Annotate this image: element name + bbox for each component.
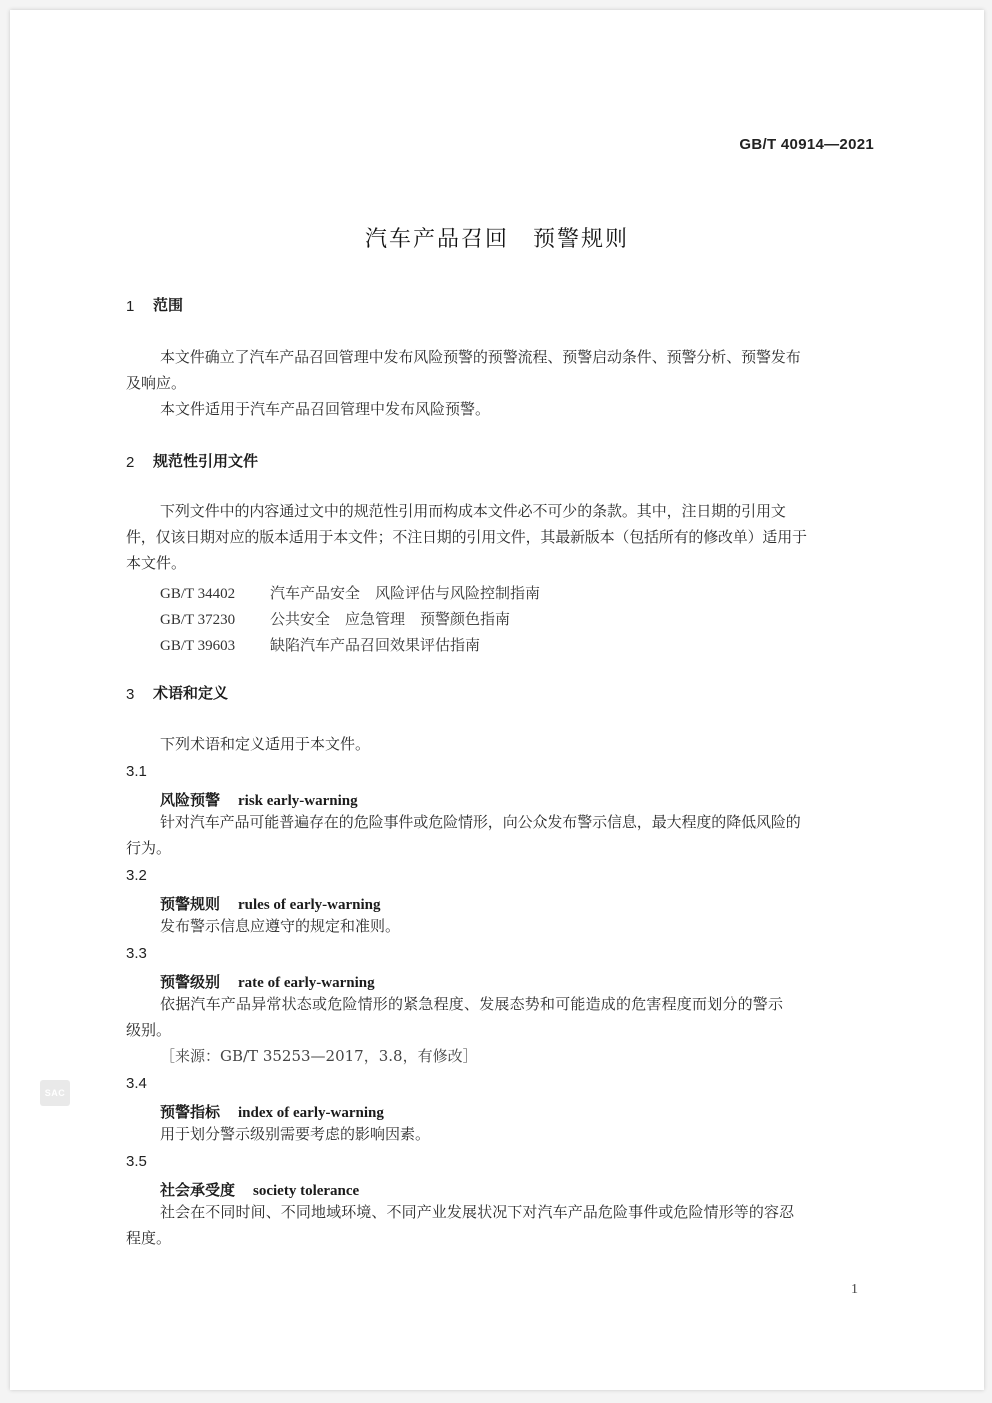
term-number: 3.2: [126, 867, 147, 884]
reference-title: 缺陷汽车产品召回效果评估指南: [270, 636, 481, 654]
reference-code: GB/T 34402: [160, 586, 236, 602]
section-1-paragraph-1-line-1: 本文件确立了汽车产品召回管理中发布风险预警的预警流程、预警启动条件、预警分析、预警发布: [160, 348, 801, 366]
term-definition-line-2: 行为。: [126, 839, 172, 857]
term-definition-line-2: 级别。: [126, 1021, 172, 1039]
reference-title: 汽车产品安全 风险评估与风险控制指南: [270, 584, 541, 602]
reference-item: [160, 634, 480, 655]
term-definition-line-1: 依据汽车产品异常状态或危险情形的紧急程度、发展态势和可能造成的危害程度而划分的警示: [160, 995, 784, 1013]
term-source-note: ［来源：GB/T 35253—2017，3.8，有修改］: [160, 1047, 478, 1065]
section-3-intro: 下列术语和定义适用于本文件。: [160, 735, 371, 753]
term-heading: [160, 1101, 384, 1122]
reference-code: GB/T 39603: [160, 638, 236, 654]
term-number: 3.3: [126, 945, 147, 962]
term-number: 3.1: [126, 763, 147, 780]
term-heading: [160, 893, 381, 914]
term-heading: [160, 971, 375, 992]
term-definition-line-1: 社会在不同时间、不同地域环境、不同产业发展状况下对汽车产品危险事件或危险情形等的容忍: [160, 1203, 795, 1221]
term-definition-line-2: 程度。: [126, 1229, 172, 1247]
sac-logo-watermark: SAC: [40, 1080, 70, 1106]
term-english: risk early-warning: [238, 793, 358, 809]
document-page: [10, 10, 984, 1390]
term-definition-line-1: 用于划分警示级别需要考虑的影响因素。: [160, 1125, 431, 1143]
section-1-paragraph-2: 本文件适用于汽车产品召回管理中发布风险预警。: [160, 400, 491, 418]
term-english: rate of early-warning: [238, 975, 375, 991]
term-chinese: 风险预警: [160, 791, 221, 809]
section-2-title: 规范性引用文件: [153, 452, 259, 470]
reference-item: [160, 582, 540, 603]
reference-code: GB/T 37230: [160, 612, 236, 628]
term-number: 3.5: [126, 1153, 147, 1170]
term-chinese: 预警指标: [160, 1103, 221, 1121]
document-title: 汽车产品召回 预警规则: [364, 227, 629, 252]
reference-title: 公共安全 应急管理 预警颜色指南: [270, 610, 511, 628]
term-chinese: 预警级别: [160, 973, 221, 991]
term-heading: [160, 789, 358, 810]
term-number: 3.4: [126, 1075, 147, 1092]
section-1-title: 范围: [153, 296, 184, 314]
section-1-paragraph-1-line-2: 及响应。: [126, 374, 187, 392]
section-1-number: 1: [126, 298, 135, 315]
page-number: 1: [851, 1282, 858, 1297]
section-3-number: 3: [126, 686, 135, 703]
reference-item: [160, 608, 510, 629]
section-2-number: 2: [126, 454, 135, 471]
term-chinese: 预警规则: [160, 895, 221, 913]
term-definition-line-1: 针对汽车产品可能普遍存在的危险事件或危险情形，向公众发布警示信息，最大程度的降低风险的: [160, 813, 801, 831]
term-english: rules of early-warning: [238, 897, 381, 913]
term-definition-line-1: 发布警示信息应遵守的规定和准则。: [160, 917, 401, 935]
term-english: index of early-warning: [238, 1105, 384, 1121]
term-heading: [160, 1179, 359, 1200]
section-3-title: 术语和定义: [153, 684, 229, 702]
term-english: society tolerance: [253, 1183, 360, 1199]
standard-code: GB/T 40914—2021: [739, 136, 874, 153]
section-2-paragraph-line-3: 本文件。: [126, 554, 187, 572]
term-chinese: 社会承受度: [160, 1181, 236, 1199]
section-2-paragraph-line-1: 下列文件中的内容通过文中的规范性引用而构成本文件必不可少的条款。其中，注日期的引用文: [160, 502, 786, 520]
section-2-paragraph-line-2: 件，仅该日期对应的版本适用于本文件；不注日期的引用文件，其最新版本（包括所有的修改单）适用于: [126, 528, 807, 546]
